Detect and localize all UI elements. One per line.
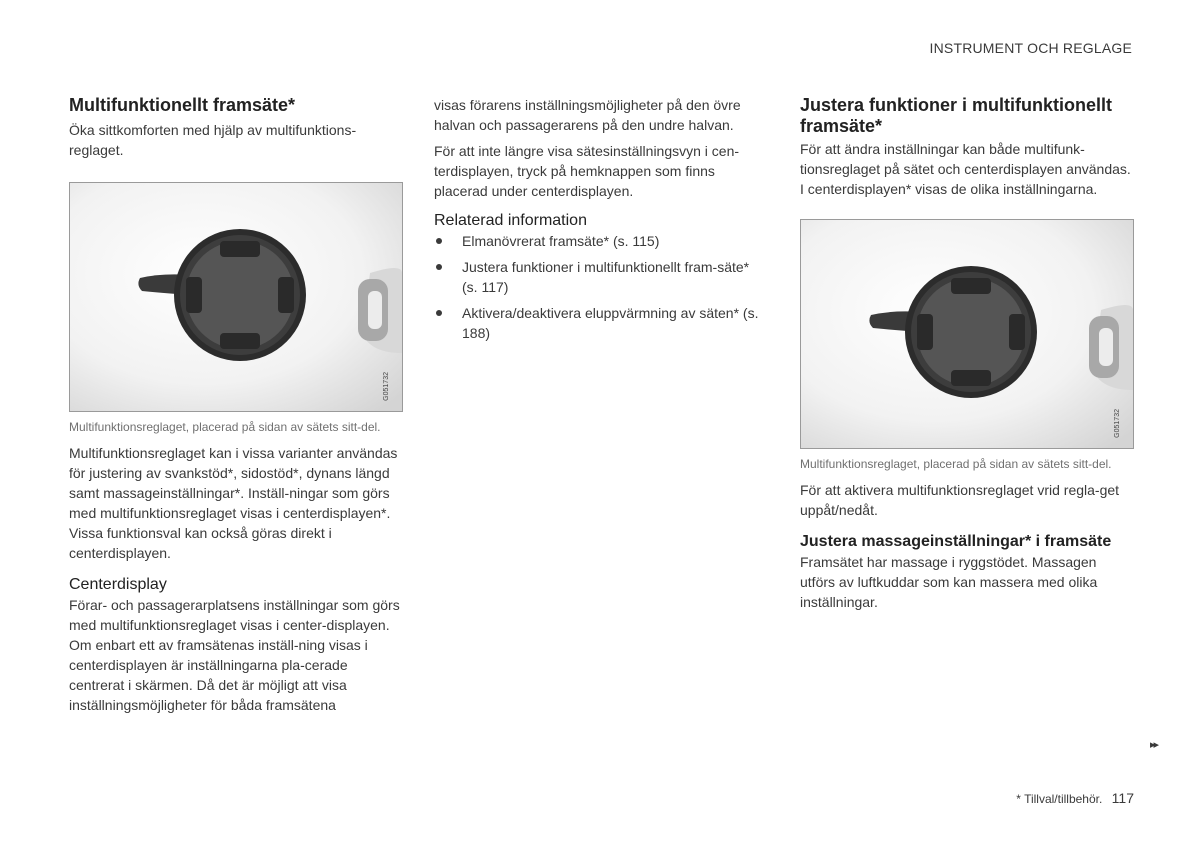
- bullet-icon: [436, 310, 442, 316]
- bullet-icon: [436, 238, 442, 244]
- page-footer: [1016, 790, 1134, 806]
- intro-text: Öka sittkomforten med hjälp av multifunktions-reglaget.: [69, 122, 357, 158]
- control-illustration: [69, 182, 403, 412]
- running-header: INSTRUMENT OCH REGLAGE: [929, 40, 1132, 56]
- body-paragraph: Multifunktionsreglaget kan i vissa varianter användas för justering av svankstöd*, sidostöd*, dynans längd samt massageinställningar*. Inställ-ningar som görs med multifunktionsreglaget visas i centerdisplayen*. Vissa funktionsval kan också göras direkt i centerdisplayen.: [69, 445, 398, 561]
- figure-code: G051732: [383, 372, 390, 401]
- intro-text: För att ändra inställningar kan både multifunk-tionsreglaget på sätet och centerdisplayen användas. I centerdisplayen* visas de olika inställningarna.: [800, 141, 1131, 197]
- multifunction-control-icon: [70, 183, 402, 411]
- body-paragraph: Framsätet har massage i ryggstödet. Massagen utförs av luftkuddar som kan massera med olika inställningar.: [800, 554, 1098, 610]
- body-paragraph: För att inte längre visa sätesinställningsvyn i cen-terdisplayen, tryck på hemknappen som finns placerad under centerdisplayen.: [434, 143, 740, 199]
- subsection-heading: Justera massageinställningar* i framsäte: [800, 533, 1112, 550]
- body-paragraph: För att aktivera multifunktionsreglaget vrid regla-get uppåt/nedåt.: [800, 482, 1120, 518]
- figure-code: G051732: [1114, 409, 1121, 438]
- related-link[interactable]: Elmanövrerat framsäte* (s. 115): [434, 231, 766, 251]
- bullet-icon: [436, 264, 442, 270]
- column-middle: [434, 95, 766, 349]
- page-number: 117: [1111, 790, 1134, 806]
- section-heading: Multifunktionellt framsäte*: [69, 95, 296, 115]
- continue-arrow-icon: ▸▸: [1150, 739, 1158, 751]
- subsection-heading: Centerdisplay: [69, 576, 167, 593]
- related-heading: Relaterad information: [434, 212, 587, 229]
- body-paragraph: Förar- och passagerarplatsens inställningar som görs med multifunktionsreglaget visas i center-displayen. Om enbart ett av framsätenas inställ-ning visas i centerdisplayen är inställningarna pla-cerade centrerat i skärmen. Då det är möjligt att visa inställningsmöjligheter för båda framsätena: [69, 597, 400, 713]
- related-link[interactable]: Aktivera/deaktivera eluppvärmning av säten* (s. 188): [434, 303, 766, 343]
- control-illustration: [800, 219, 1134, 449]
- column-right: [800, 95, 1132, 612]
- figure-caption: Multifunktionsreglaget, placerad på sidan av sätets sitt-del.: [800, 457, 1112, 471]
- figure-caption: Multifunktionsreglaget, placerad på sidan av sätets sitt-del.: [69, 420, 381, 434]
- body-paragraph: visas förarens inställningsmöjligheter på den övre halvan och passagerarens på den undre halvan.: [434, 97, 741, 133]
- section-heading: Justera funktioner i multifunktionellt framsäte*: [800, 95, 1113, 136]
- related-link[interactable]: Justera funktioner i multifunktionellt fram-säte* (s. 117): [434, 257, 766, 297]
- column-left: [69, 95, 401, 715]
- footnote: * Tillval/tillbehör.: [1016, 792, 1103, 806]
- multifunction-control-icon: [801, 220, 1133, 448]
- related-list: [434, 231, 766, 343]
